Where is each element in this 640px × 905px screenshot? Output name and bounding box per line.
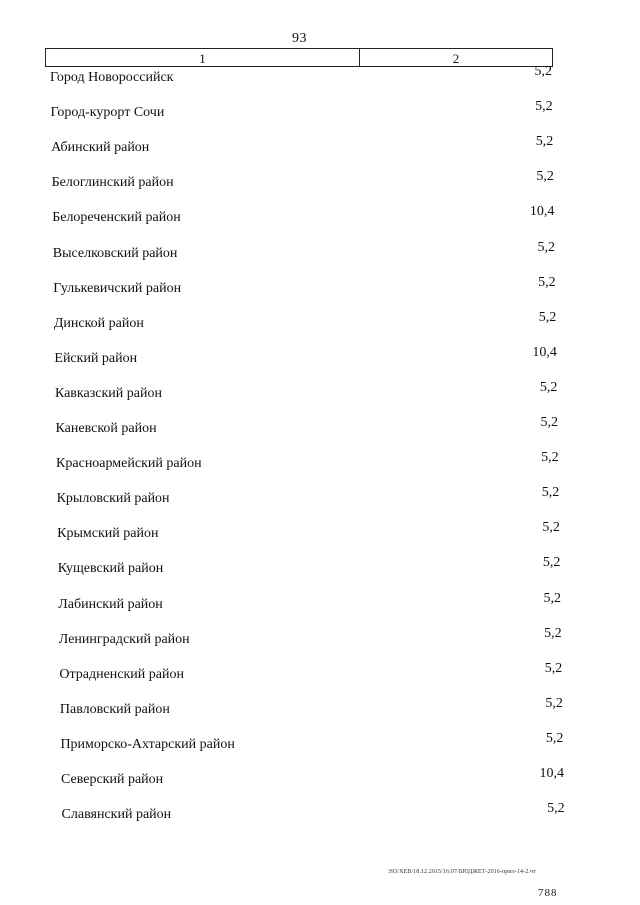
- table-row: [0, 766, 640, 788]
- column-header-2: 2: [452, 51, 460, 66]
- row-value: 5,2: [537, 239, 555, 255]
- row-label: Приморско-Ахтарский район: [60, 736, 235, 752]
- row-value: 5,2: [541, 485, 560, 501]
- row-value: 5,2: [536, 169, 554, 185]
- row-value: 5,2: [542, 555, 561, 571]
- row-label: Ейский район: [54, 350, 138, 366]
- table-row: [0, 661, 640, 683]
- table-row: [0, 169, 640, 191]
- table-row: [0, 240, 640, 262]
- table-row: [0, 450, 640, 472]
- table-row: [0, 731, 640, 753]
- table-row: [0, 520, 640, 542]
- table-row: [0, 134, 640, 156]
- table-row: [0, 380, 640, 402]
- row-value: 5,2: [535, 99, 553, 115]
- row-label: Абинский район: [51, 140, 150, 156]
- table-body: [0, 64, 640, 844]
- row-label: Гулькевичский район: [53, 280, 182, 296]
- table-row: [0, 555, 640, 577]
- table-row: [0, 626, 640, 648]
- table-row: [0, 204, 640, 226]
- row-value: 5,2: [539, 379, 558, 395]
- row-label: Отрадненский район: [59, 666, 184, 682]
- row-value: 5,2: [541, 450, 559, 466]
- row-label: Каневской район: [55, 421, 157, 436]
- row-value: 5,2: [540, 415, 558, 430]
- table-row: [0, 275, 640, 297]
- row-value: 5,2: [545, 730, 564, 746]
- row-value: 5,2: [534, 64, 552, 79]
- row-label: Северский район: [61, 772, 164, 787]
- row-label: Кавказский район: [54, 385, 162, 401]
- row-value: 5,2: [543, 590, 561, 606]
- footer-page-number: 788: [538, 887, 558, 899]
- row-label: Ленинградский район: [58, 631, 190, 647]
- table-row: [0, 801, 640, 823]
- row-value: 5,2: [544, 660, 563, 676]
- table-row: [0, 64, 640, 86]
- table-row: [0, 696, 640, 718]
- row-label: Павловский район: [59, 701, 170, 717]
- table-row: [0, 99, 640, 121]
- row-label: Крымский район: [57, 526, 159, 542]
- table-row: [0, 485, 640, 507]
- row-label: Динской район: [53, 315, 144, 331]
- column-header-1: 1: [46, 49, 360, 66]
- row-label: Кущевский район: [57, 561, 164, 577]
- row-value: 5,2: [538, 274, 556, 290]
- row-value: 5,2: [542, 520, 560, 536]
- row-label: Белоглинский район: [51, 175, 174, 191]
- row-label: Белореченский район: [52, 210, 181, 226]
- row-label: Город Новороссийск: [50, 70, 174, 85]
- row-value: 10,4: [529, 204, 555, 220]
- table-row: [0, 591, 640, 613]
- row-value: 5,2: [544, 625, 562, 641]
- row-label: Выселковский район: [52, 245, 178, 261]
- row-label: Город-курорт Сочи: [50, 105, 165, 121]
- table-row: [0, 310, 640, 332]
- row-label: Красноармейский район: [56, 456, 202, 472]
- row-label: Крыловский район: [56, 491, 170, 507]
- row-label: Славянский район: [61, 807, 172, 823]
- row-value: 10,4: [532, 344, 557, 360]
- row-value: 5,2: [545, 695, 563, 711]
- row-value: 10,4: [539, 766, 564, 781]
- row-value: 5,2: [547, 801, 565, 817]
- page-number: 93: [292, 31, 307, 46]
- row-label: Лабинский район: [58, 596, 163, 612]
- table-row: [0, 345, 640, 367]
- footer-document-code: 393/ХЕВ/18.12.2015/16:07/БЮДЖЕТ-2016-прил-14-2.чт: [388, 869, 536, 875]
- row-value: 5,2: [535, 134, 554, 150]
- row-value: 5,2: [538, 309, 557, 325]
- table-row: [0, 415, 640, 437]
